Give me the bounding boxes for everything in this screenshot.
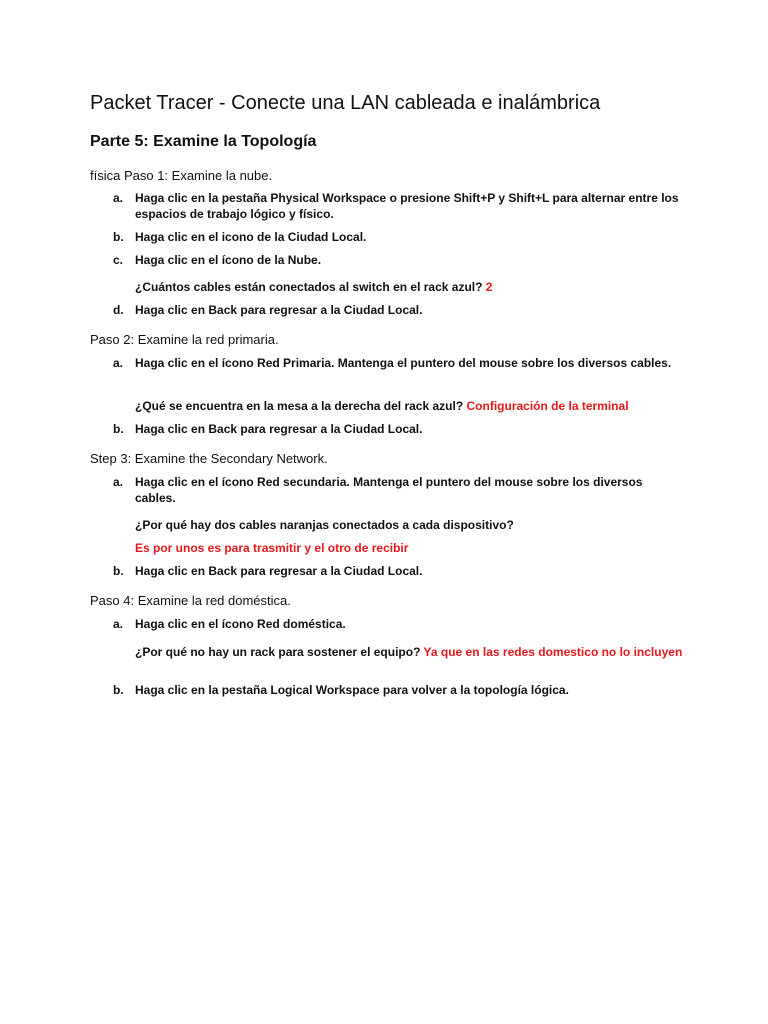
step-4-item-b [113, 682, 683, 698]
step-1-item-d [113, 302, 683, 318]
step-4-question [135, 644, 685, 660]
item-marker: d. [113, 303, 124, 317]
item-text: Haga clic en Back para regresar a la Ciudad Local. [135, 564, 423, 578]
item-marker: a. [113, 475, 124, 489]
item-marker: a. [113, 617, 124, 631]
question-text: ¿Cuántos cables están conectados al switch en el rack azul? [135, 280, 483, 294]
answer-text: Ya que en las redes domestico no lo incluyen [423, 645, 683, 659]
step-2-question [135, 398, 685, 414]
item-text: Haga clic en el ícono de la Nube. [135, 253, 322, 267]
item-marker: b. [113, 230, 124, 244]
item-text: Haga clic en el ícono Red secundaria. Mantenga el puntero del mouse sobre los diversos cables. [135, 475, 643, 505]
step-4-item-a [113, 616, 683, 632]
item-text: Haga clic en el ícono Red Primaria. Mantenga el puntero del mouse sobre los diversos cables. [135, 356, 672, 370]
item-marker: b. [113, 422, 124, 436]
item-marker: a. [113, 356, 124, 370]
step-2-heading: Paso 2: Examine la red primaria. [90, 332, 279, 347]
item-text: Haga clic en Back para regresar a la Ciudad Local. [135, 422, 423, 436]
item-text: Haga clic en la pestaña Logical Workspace para volver a la topología lógica. [135, 683, 569, 697]
item-marker: b. [113, 683, 124, 697]
item-text: Haga clic en el icono de la Ciudad Local. [135, 230, 367, 244]
item-marker: c. [113, 253, 124, 267]
item-marker: b. [113, 564, 124, 578]
part-heading: Parte 5: Examine la Topología [90, 133, 317, 150]
step-1-item-a [113, 190, 683, 222]
step-3-item-a [113, 474, 683, 506]
step-1-question [135, 279, 685, 295]
item-text: Haga clic en Back para regresar a la Ciudad Local. [135, 303, 423, 317]
step-2-item-b [113, 421, 683, 437]
step-2-item-a [113, 355, 683, 371]
step-3-answer [135, 540, 685, 556]
question-text: ¿Qué se encuentra en la mesa a la derecha del rack azul? [135, 399, 464, 413]
item-text: Haga clic en la pestaña Physical Workspace o presione Shift+P y Shift+L para alternar entre los espacios de trabajo lógico y físico. [135, 191, 679, 221]
step-3-heading: Step 3: Examine the Secondary Network. [90, 451, 328, 466]
question-text: ¿Por qué no hay un rack para sostener el equipo? [135, 645, 421, 659]
answer-text: 2 [485, 280, 493, 294]
item-marker: a. [113, 191, 124, 205]
step-1-item-c [113, 252, 683, 268]
step-4-heading: Paso 4: Examine la red doméstica. [90, 593, 291, 608]
answer-text: Es por unos es para trasmitir y el otro de recibir [135, 541, 409, 555]
step-1-heading: física Paso 1: Examine la nube. [90, 168, 273, 183]
item-text: Haga clic en el ícono Red doméstica. [135, 617, 346, 631]
step-3-question [135, 517, 685, 533]
step-1-item-b [113, 229, 683, 245]
document-title: Packet Tracer - Conecte una LAN cableada e inalámbrica [90, 92, 601, 114]
question-text: ¿Por qué hay dos cables naranjas conectados a cada dispositivo? [135, 518, 514, 532]
answer-text: Configuración de la terminal [466, 399, 629, 413]
step-3-item-b [113, 563, 683, 579]
